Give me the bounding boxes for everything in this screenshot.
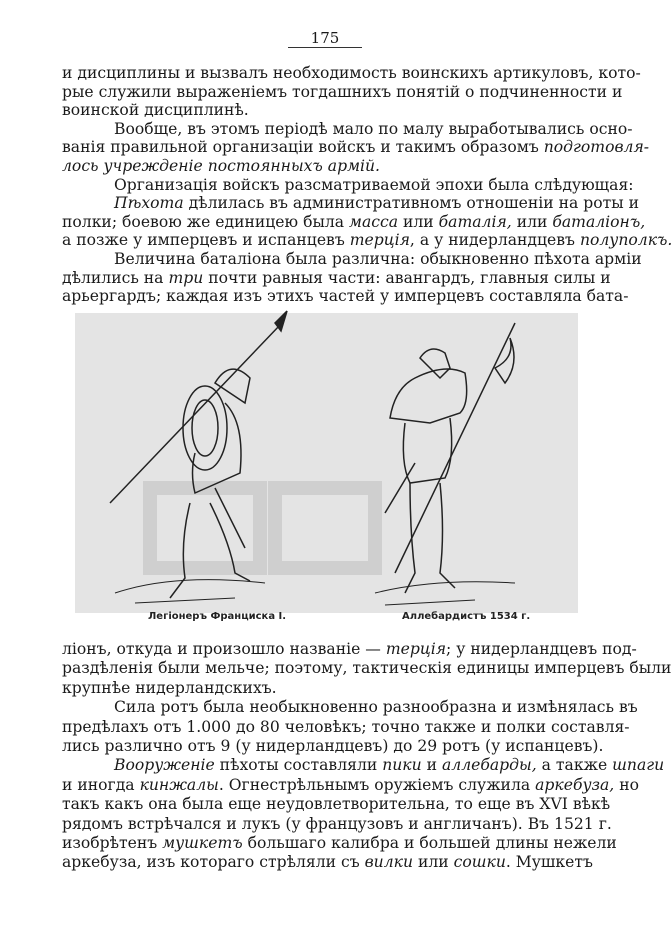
italic-term: вилки: [364, 853, 414, 872]
italic-term: Вооруженіе: [114, 756, 215, 775]
text-line: [62, 659, 672, 678]
text-segment: но: [614, 775, 640, 794]
italic-term: баталіонъ,: [552, 212, 646, 231]
text-line: [62, 775, 640, 795]
text-line: [62, 194, 640, 213]
text-line: [62, 119, 633, 139]
soldiers-illustration: [75, 313, 578, 613]
text-segment: а также: [536, 756, 613, 775]
italic-term: Пѣхота: [114, 194, 184, 213]
text-segment: предѣлахъ отъ 1.000 до 80 человѣкъ; точно также и полки составля-: [62, 717, 630, 736]
text-line: [62, 833, 617, 853]
illustration: [75, 313, 578, 613]
text-block-bottom: [62, 640, 672, 873]
text-line: [62, 138, 650, 157]
text-segment: почти равныя части: авангардъ, главныя силы и: [203, 268, 611, 287]
text-line: [62, 157, 588, 176]
text-segment: лись различно отъ 9 (у нидерландцевъ) до 29 ротъ (у испанцевъ).: [62, 736, 604, 755]
italic-term: три: [168, 268, 204, 287]
text-segment: арьергардъ; каждая изъ этихъ частей у имперцевъ составляла бата-: [62, 287, 629, 306]
text-segment: и иногда: [62, 775, 140, 794]
text-line: [62, 82, 623, 102]
text-line: [62, 64, 641, 83]
text-segment: . Огнестрѣльнымъ оружіемъ служила: [218, 775, 536, 794]
italic-term: терція: [385, 640, 447, 658]
italic-term: пики: [382, 756, 422, 775]
text-segment: Вообще, въ этомъ періодѣ мало по малу выработывались осно-: [114, 119, 633, 138]
text-segment: . Мушкетъ: [505, 853, 593, 872]
italic-term: аркебуза,: [535, 775, 615, 794]
text-segment: большаго калибра и большей длины нежели: [242, 833, 617, 852]
text-segment: пѣхоты составляли: [214, 756, 383, 775]
italic-term: шпаги: [612, 756, 665, 775]
text-line: [62, 231, 672, 250]
text-segment: изобрѣтенъ: [62, 833, 163, 852]
text-segment: дѣлилась въ административномъ отношеніи на роты и: [183, 194, 640, 213]
text-line: [62, 679, 588, 698]
text-segment: крупнѣе нидерландскихъ.: [62, 678, 277, 697]
text-line: [62, 212, 646, 232]
text-segment: а позже у имперцевъ и испанцевъ: [62, 231, 350, 250]
text-segment: ліонъ, откуда и произошло названіе —: [62, 640, 386, 658]
text-segment: ванія правильной организаціи войскъ и такимъ образомъ: [62, 138, 544, 157]
text-line: [62, 736, 604, 756]
text-line: [62, 756, 665, 775]
text-segment: , а у нидерландцевъ: [409, 231, 580, 250]
text-line: [62, 268, 611, 288]
text-line: [62, 640, 637, 659]
italic-term: терція: [349, 231, 410, 250]
caption-left: Легіонеръ Франциска I.: [148, 611, 287, 622]
italic-term: мушкетъ: [162, 833, 243, 852]
text-block-top: [62, 64, 672, 306]
text-line: [62, 175, 634, 195]
caption-right: Аллебардистъ 1534 г.: [402, 611, 531, 622]
text-segment: рые служили выраженіемъ тогдашнихъ понятій о подчиненности и: [62, 82, 623, 101]
text-segment: раздѣленія были мельче; поэтому, тактическія единицы имперцевъ были: [62, 659, 672, 678]
text-segment: Организація войскъ разсматриваемой эпохи была слѣдующая:: [114, 175, 634, 194]
italic-term: полуполкъ.: [579, 231, 672, 250]
text-segment: Величина баталіона была различна: обыкновенно пѣхота арміи: [114, 249, 642, 268]
italic-term: баталія,: [438, 212, 512, 231]
italic-term: аллебарды,: [441, 756, 537, 775]
text-segment: и: [421, 756, 442, 775]
text-line: [62, 814, 612, 834]
text-line: [62, 717, 630, 737]
halberdier-figure: [375, 323, 515, 605]
text-segment: Сила ротъ была необыкновенно разнообразна и измѣнялась въ: [114, 698, 638, 717]
text-line: [62, 853, 593, 872]
text-line: [62, 287, 629, 306]
page-number: 175: [288, 30, 362, 48]
text-line: [62, 698, 638, 717]
text-line: [62, 795, 611, 814]
text-segment: воинской дисциплинѣ.: [62, 101, 249, 120]
text-segment: ; у нидерландцевъ под-: [446, 640, 637, 658]
text-segment: и дисциплины и вызвалъ необходимость воинскихъ артикуловъ, кото-: [62, 64, 641, 82]
text-line: [62, 101, 588, 120]
italic-term: подготовля-: [543, 138, 650, 157]
italic-term: масса: [349, 212, 399, 231]
text-segment: полки; боевою же единицею была: [62, 212, 350, 231]
text-segment: аркебуза, изъ котораго стрѣляли съ: [62, 853, 365, 872]
text-segment: или: [398, 212, 439, 231]
text-segment: рядомъ встрѣчался и лукъ (у французовъ и англичанъ). Въ 1521 г.: [62, 814, 612, 833]
text-segment: или: [511, 212, 553, 231]
italic-term: кинжалы: [139, 775, 219, 794]
text-segment: такъ какъ она была еще неудовлетворительна, то еще въ XVI вѣкѣ: [62, 795, 611, 814]
text-segment: дѣлились на: [62, 268, 169, 287]
text-line: [62, 249, 642, 269]
italic-term: сошки: [453, 853, 506, 872]
italic-term: лось учрежденіе постоянныхъ армій.: [62, 156, 380, 175]
text-segment: или: [413, 853, 454, 872]
